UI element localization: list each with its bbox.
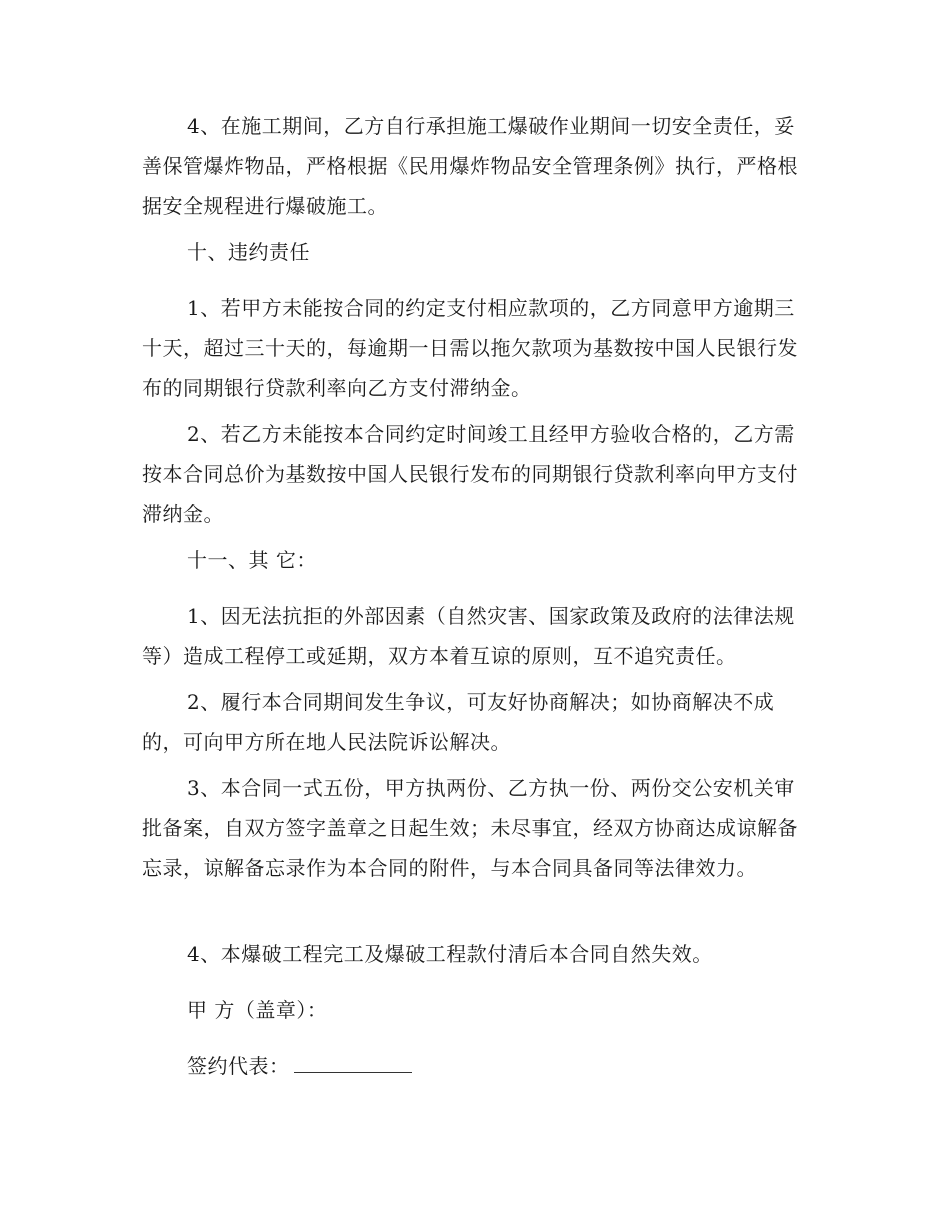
section-heading-breach: 十、违约责任 xyxy=(187,240,310,264)
clause-party-b-late-completion: 2、若乙方未能按本合同约定时间竣工且经甲方验收合格的，乙方需按本合同总价为基数按中国人民银行发布的同期银行贷款利率向甲方支付滞纳金。 xyxy=(142,422,798,526)
clause-copies-effectiveness: 3、本合同一式五份，甲方执两份、乙方执一份、两份交公安机关审批备案，自双方签字盖章之日起生效；未尽事宜，经双方协商达成谅解备忘录，谅解备忘录作为本合同的附件，与本合同具备同等法律效力。 xyxy=(142,776,798,880)
clause-safety-responsibility: 4、在施工期间，乙方自行承担施工爆破作业期间一切安全责任，妥善保管爆炸物品，严格根据《民用爆炸物品安全管理条例》执行，严格根据安全规程进行爆破施工。 xyxy=(142,114,798,218)
section-heading-other: 十一、其 它： xyxy=(187,548,317,572)
party-a-seal-label: 甲 方（盖章）： xyxy=(187,998,328,1022)
clause-party-a-late-payment: 1、若甲方未能按合同的约定支付相应款项的，乙方同意甲方逾期三十天，超过三十天的，每逾期一日需以拖欠款项为基数按中国人民银行发布的同期银行贷款利率向乙方支付滞纳金。 xyxy=(142,296,798,400)
signing-representative-label: 签约代表： xyxy=(187,1054,290,1078)
signature-line xyxy=(294,1046,412,1073)
clause-dispute-resolution: 2、履行本合同期间发生争议，可友好协商解决；如协商解决不成的，可向甲方所在地人民法院诉讼解决。 xyxy=(142,690,775,754)
signing-representative xyxy=(142,1046,808,1086)
clause-termination: 4、本爆破工程完工及爆破工程款付清后本合同自然失效。 xyxy=(187,942,713,966)
clause-force-majeure: 1、因无法抗拒的外部因素（自然灾害、国家政策及政府的法律法规等）造成工程停工或延期，双方本着互谅的原则，互不追究责任。 xyxy=(142,604,795,668)
